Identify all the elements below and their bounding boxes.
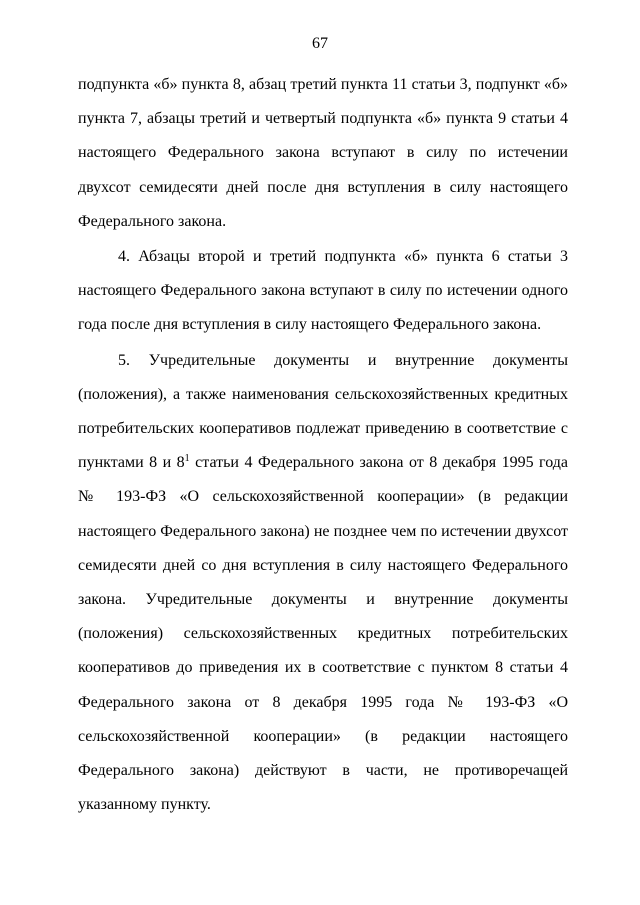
document-body <box>78 68 568 822</box>
paragraph-5-text-start: 5. Учредительные документы и внутренние документы (положения), а также наименования сельскохозяйственных кредитных потребительских кооперативов подлежат приведению в соответствие с пунктами 8 и 8 <box>78 351 568 472</box>
paragraph-5 <box>78 344 568 823</box>
paragraph-continuation: подпункта «б» пункта 8, абзац третий пункта 11 статьи 3, подпункт «б» пункта 7, абзацы третий и четвертый подпункта «б» пункта 9 статьи 4 настоящего Федерального закона вступают в силу по истечении двухсот семидесяти дней после дня вступления в силу настоящего Федерального закона. <box>78 76 568 230</box>
page-number: 67 <box>312 35 328 52</box>
superscript-index: 1 <box>184 453 190 465</box>
paragraph-5-text-end: статьи 4 Федерального закона от 8 декабря 1995 года № 193-ФЗ «О сельскохозяйственной кооперации» (в редакции настоящего Федерального закона) не позднее чем по истечении двухсот семидесяти дней со дня вступления в силу настоящего Федерального закона. Учредительные документы и внутренние документы (положения) сельскохозяйственных кредитных потребительских кооперативов до приведения их в соответствие с пунктом 8 статьи 4 Федерального закона от 8 декабря 1995 года № 193-ФЗ «О сельскохозяйственной кооперации» (в редакции настоящего Федерального закона) действуют в части, не противоречащей указанному пункту. <box>78 454 568 814</box>
paragraph-4: 4. Абзацы второй и третий подпункта «б» пункта 6 статьи 3 настоящего Федерального закона вступают в силу по истечении одного года после дня вступления в силу настоящего Федерального закона. <box>78 248 568 334</box>
